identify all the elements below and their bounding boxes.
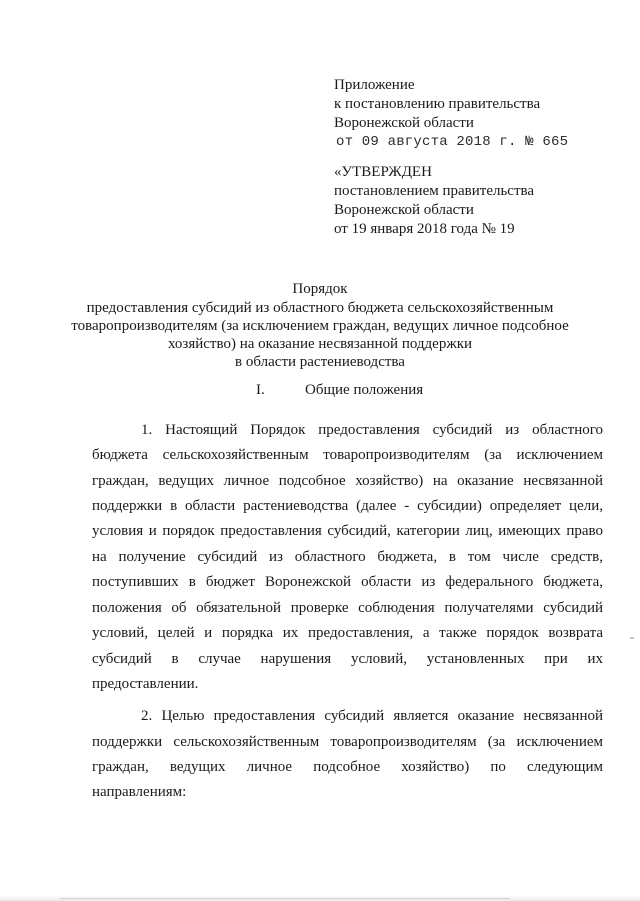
paragraph-line: положения об обязательной проверке соблюдения получателями субсидий (92, 600, 603, 616)
paragraph-line: условий, целей и порядка их предоставления, а также порядок возврата (92, 625, 603, 641)
section-title: Общие положения (305, 382, 424, 398)
paragraph-line: поддержки сельскохозяйственным товаропроизводителям (за исключением (92, 734, 603, 750)
section-number: I. (256, 382, 265, 398)
paragraph-line: субсидий в случае нарушения условий, установленных при их (92, 651, 603, 667)
paragraph-line: бюджета сельскохозяйственным товаропроизводителям (за исключением (92, 447, 603, 463)
paragraph-line: граждан, ведущих личное подсобное хозяйство) по следующим (92, 759, 603, 775)
title-line-5: в области растениеводства (235, 354, 405, 370)
title-line-1: Порядок (292, 281, 348, 297)
paragraph-line: поддержки в области растениеводства (далее - субсидии) определяет цели, (92, 498, 603, 514)
appendix-line-1: Приложение (334, 77, 415, 93)
appendix-line-3: Воронежской области (334, 115, 474, 131)
paragraph-line: 1. Настоящий Порядок предоставления субсидий из областного (141, 422, 603, 438)
paragraph-line: предоставлении. (92, 676, 199, 692)
title-line-4: хозяйство) на оказание несвязанной поддержки (167, 336, 473, 352)
paragraph-line: условия и порядок предоставления субсидий, категории лиц, имеющих право (92, 523, 603, 539)
title-line-2: предоставления субсидий из областного бюджета сельскохозяйственным (86, 300, 554, 316)
approved-line-4: от 19 января 2018 года № 19 (334, 221, 515, 237)
title-line-3: товаропроизводителям (за исключением граждан, ведущих личное подсобное (71, 318, 569, 334)
appendix-date-stamp: от 09 августа 2018 г. № 665 (336, 134, 569, 150)
paragraph-line: на получение субсидий из областного бюджета, в том числе средств, (92, 549, 603, 565)
scan-bottom-line (60, 898, 510, 899)
approved-line-1: «УТВЕРЖДЕН (334, 164, 432, 180)
scan-mark (630, 637, 634, 639)
approved-line-3: Воронежской области (334, 202, 474, 218)
appendix-line-2: к постановлению правительства (334, 96, 541, 112)
paragraph-line: граждан, ведущих личное подсобное хозяйство) на оказание несвязанной (92, 473, 603, 489)
paragraph-line: направлениям: (92, 784, 187, 800)
paragraph-line: поступивших в бюджет Воронежской области из федерального бюджета, (92, 574, 603, 590)
approved-line-2: постановлением правительства (334, 183, 535, 199)
paragraph-line: 2. Целью предоставления субсидий является оказание несвязанной (141, 708, 603, 724)
